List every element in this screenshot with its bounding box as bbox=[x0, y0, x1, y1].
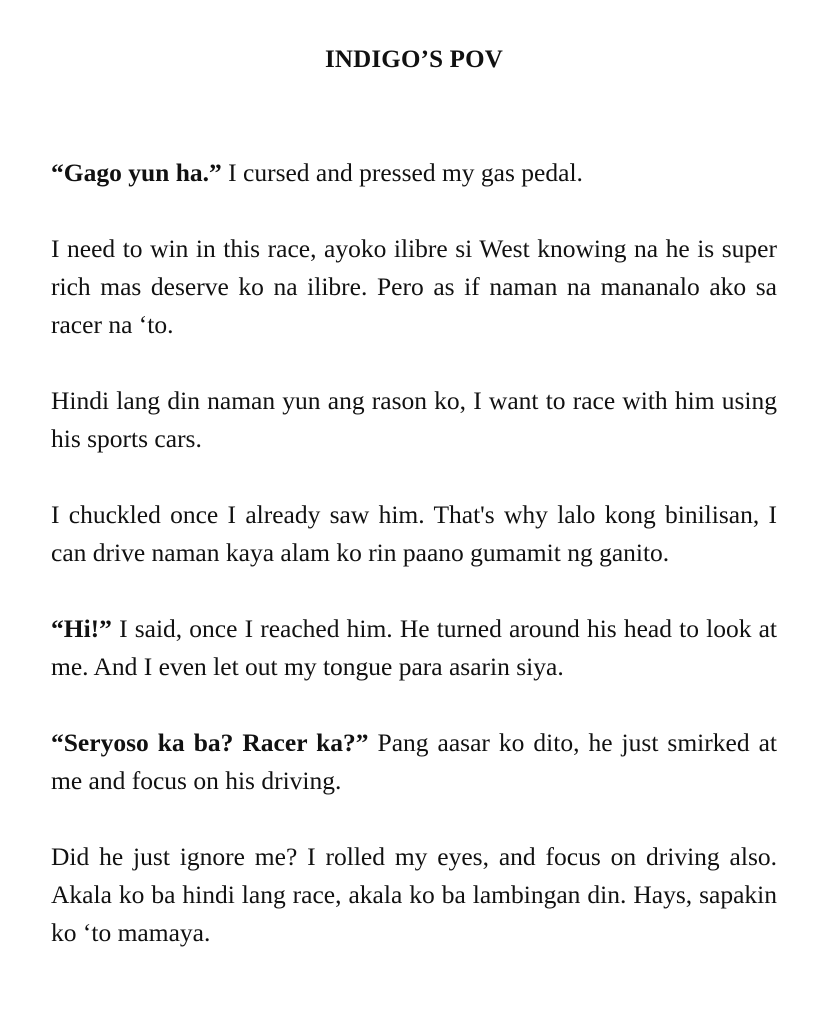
paragraph-1 bbox=[51, 154, 777, 192]
paragraph-2 bbox=[51, 230, 777, 344]
paragraph-4 bbox=[51, 496, 777, 572]
document-page bbox=[51, 0, 777, 952]
dialogue-bold: “Gago yun ha.” bbox=[51, 158, 222, 187]
paragraph-text: I said, once I reached him. He turned around his head to look at me. And I even let out my tongue para asarin siya. bbox=[51, 614, 777, 681]
paragraph-text: Did he just ignore me? I rolled my eyes, and focus on driving also. Akala ko ba hindi lang race, akala ko ba lambingan din. Hays, sapakin ko ‘to mamaya. bbox=[51, 842, 777, 947]
paragraph-text: I chuckled once I already saw him. That's why lalo kong binilisan, I can drive naman kaya alam ko rin paano gumamit ng ganito. bbox=[51, 500, 777, 567]
paragraph-7 bbox=[51, 838, 777, 952]
paragraph-5 bbox=[51, 610, 777, 686]
dialogue-bold: “Hi!” bbox=[51, 614, 112, 643]
paragraph-3 bbox=[51, 382, 777, 458]
paragraph-6 bbox=[51, 724, 777, 800]
paragraph-text: I cursed and pressed my gas pedal. bbox=[221, 158, 583, 187]
paragraph-text: I need to win in this race, ayoko ilibre si West knowing na he is super rich mas deserve ko na ilibre. Pero as if naman na mananalo ako sa racer na ‘to. bbox=[51, 234, 777, 339]
paragraph-text: Pang aasar ko dito, he just smirked at me and focus on his driving. bbox=[51, 728, 777, 795]
paragraph-text: Hindi lang din naman yun ang rason ko, I want to race with him using his sports cars. bbox=[51, 386, 777, 453]
dialogue-bold: “Seryoso ka ba? Racer ka?” bbox=[51, 728, 369, 757]
chapter-title: INDIGO’S POV bbox=[324, 46, 504, 73]
